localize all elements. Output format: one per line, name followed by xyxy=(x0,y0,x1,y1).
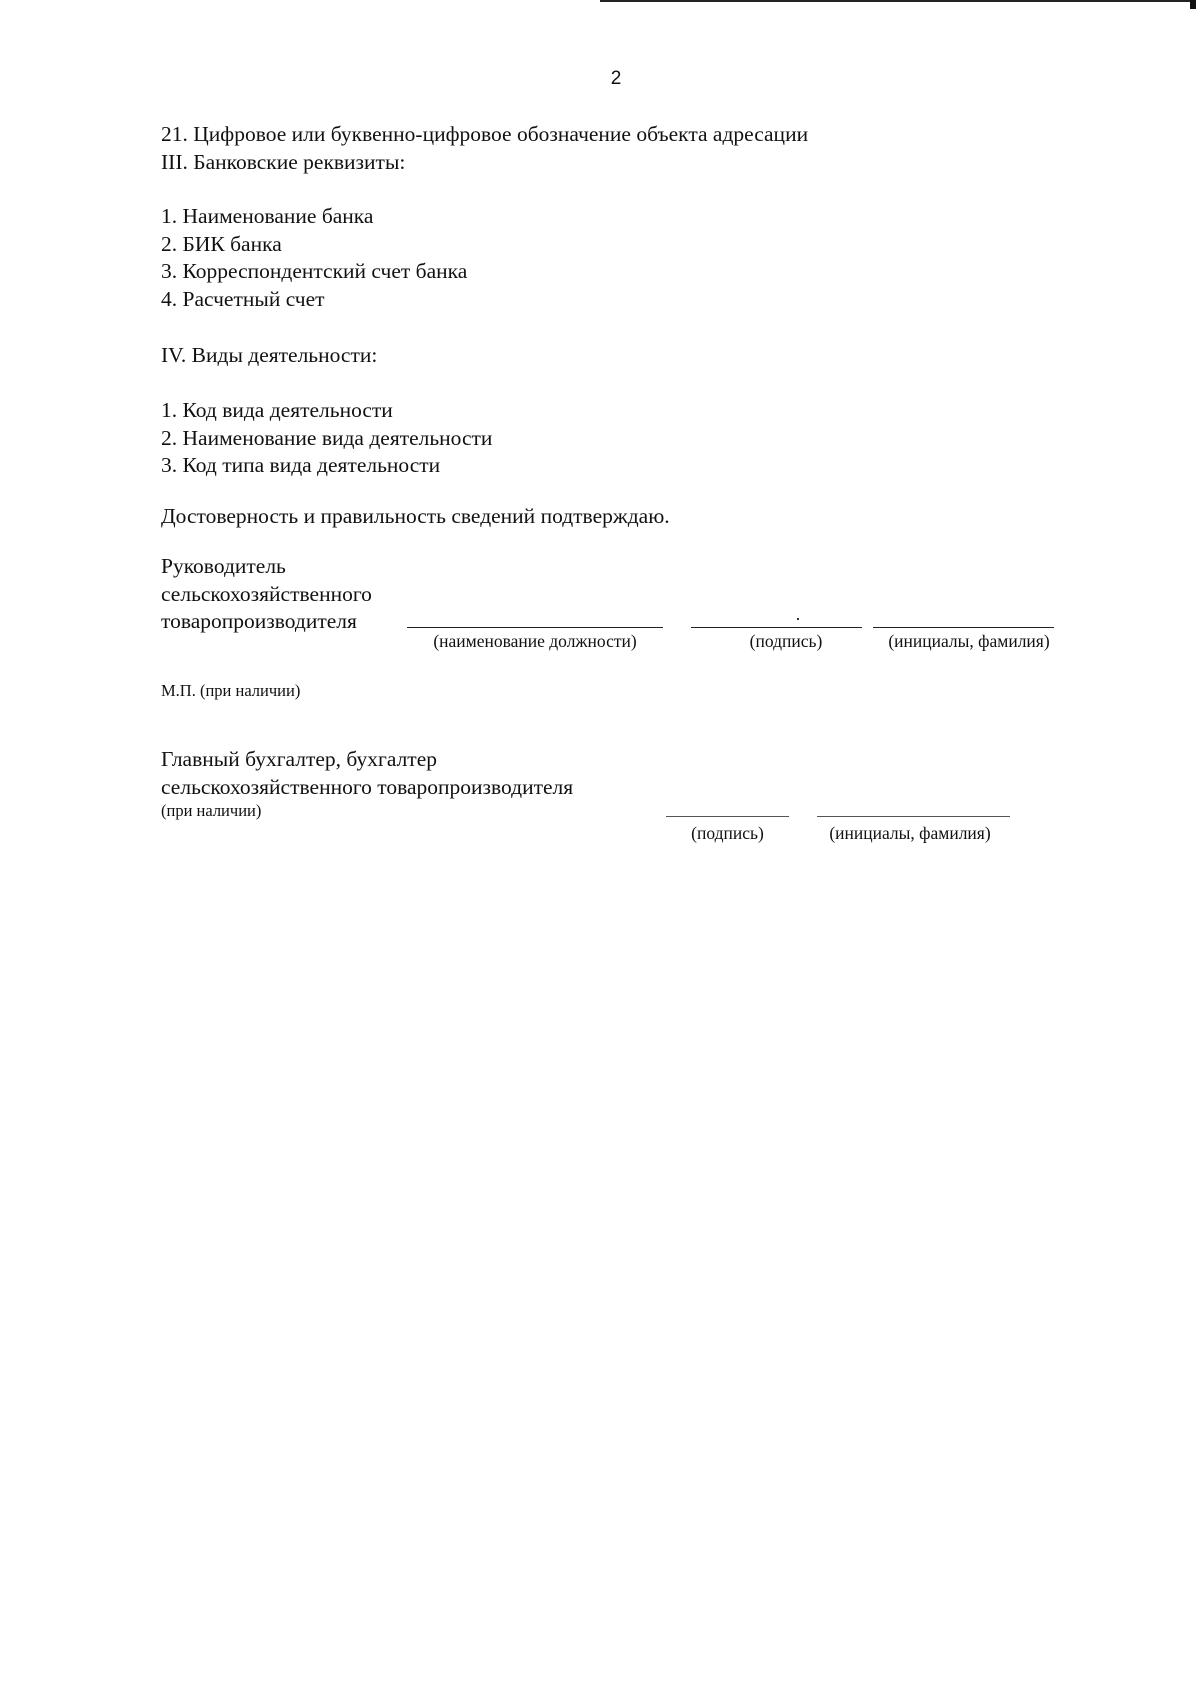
head-signature-label xyxy=(161,553,372,636)
accountant-signature-label xyxy=(161,746,573,821)
accountant-name-line xyxy=(817,816,1010,817)
accountant-signature-caption: (подпись) xyxy=(691,823,764,843)
signature-line-dot xyxy=(797,618,799,620)
activity-section-heading: IV. Виды деятельности: xyxy=(161,342,378,367)
scan-edge-mark xyxy=(1190,0,1196,9)
bank-item: 2. БИК банка xyxy=(161,231,282,256)
scan-edge-top xyxy=(600,0,1192,2)
position-caption: (наименование должности) xyxy=(433,631,637,651)
page-number: 2 xyxy=(610,68,622,89)
head-signature-block xyxy=(161,553,1121,653)
document-body xyxy=(161,121,1121,531)
head-label-line: товаропроизводителя xyxy=(161,609,357,634)
stamp-note: М.П. (при наличии) xyxy=(161,681,301,700)
accountant-signature-line xyxy=(666,816,789,817)
accountant-signature-block xyxy=(161,746,1121,856)
head-label-line: сельскохозяйственного xyxy=(161,581,372,606)
accountant-label-line: сельскохозяйственного товаропроизводителя xyxy=(161,774,574,799)
head-label-line: Руководитель xyxy=(161,554,286,578)
signature-caption: (подпись) xyxy=(749,631,823,651)
name-caption: (инициалы, фамилия) xyxy=(888,631,1050,651)
accountant-name-caption: (инициалы, фамилия) xyxy=(829,823,991,843)
activity-item: 2. Наименование вида деятельности xyxy=(161,425,493,450)
activity-item: 1. Код вида деятельности xyxy=(161,398,393,423)
accountant-label-note: (при наличии) xyxy=(161,801,262,821)
position-signature-line xyxy=(407,627,663,628)
confirmation-statement: Достоверность и правильность сведений подтверждаю. xyxy=(161,503,670,528)
bank-item: 1. Наименование банка xyxy=(161,204,374,229)
bank-section-heading: III. Банковские реквизиты: xyxy=(161,149,406,174)
address-item-21: 21. Цифровое или буквенно-цифровое обозначение объекта адресации xyxy=(161,122,809,146)
name-signature-line xyxy=(873,627,1054,628)
activity-item: 3. Код типа вида деятельности xyxy=(161,453,441,478)
accountant-label-line: Главный бухгалтер, бухгалтер xyxy=(161,747,437,771)
bank-item: 3. Корреспондентский счет банка xyxy=(161,259,468,284)
signature-line xyxy=(691,627,862,628)
bank-item: 4. Расчетный счет xyxy=(161,286,325,311)
